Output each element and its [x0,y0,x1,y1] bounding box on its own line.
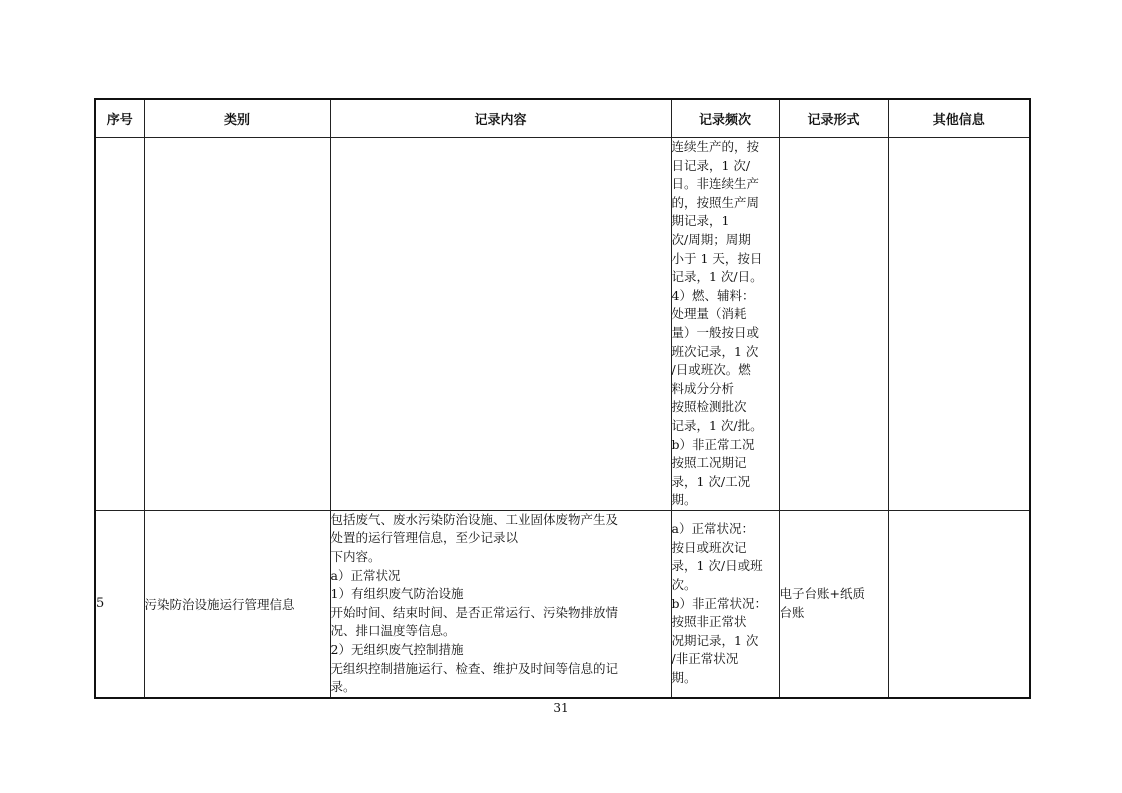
row-category: 污染防治设施运行管理信息 [144,510,330,697]
row-category [144,138,330,511]
table-row [95,138,1030,511]
row-content: 包括废气、废水污染防治设施、工业固体废物产生及 处置的运行管理信息，至少记录以 下内容。 a）正常状况 1）有组织废气防治设施 开始时间、结束时间、是否正常运行、污染物排放情 况、排口温度等信息。 2）无组织废气控制措施 无组织控制措施运行、检查、维护及时间等信息的记 录。 [330,510,671,697]
table-header-row [95,99,1030,138]
row-other [888,510,1030,697]
table-row [95,510,1030,697]
header-content: 记录内容 [330,99,671,138]
row-seq: 5 [95,510,144,697]
row-form [779,138,888,511]
header-form: 记录形式 [779,99,888,138]
row-form: 电子台账+纸质 台账 [779,510,888,697]
row-frequency: 连续生产的，按 日记录，1 次/ 日。非连续生产 的，按照生产周 期记录，1 次/周期；周期 小于 1 天，按日 记录，1 次/日。 4）燃、辅料： 处理量（消耗 量）一般按日或 班次记录，1 次 /日或班次。燃 料成分分析 按照检测批次 记录，1 次/批。 b）非正常工况 按照工况期记 录，1 次/工况 期。 [671,138,779,511]
header-frequency: 记录频次 [671,99,779,138]
row-seq [95,138,144,511]
page-number: 31 [553,701,569,715]
row-frequency: a）正常状况： 按日或班次记 录，1 次/日或班 次。 b）非正常状况： 按照非正常状 况期记录，1 次 /非正常状况 期。 [671,510,779,697]
row-other [888,138,1030,511]
header-category: 类别 [144,99,330,138]
row-content [330,138,671,511]
record-table [94,98,1031,699]
header-seq: 序号 [95,99,144,138]
header-other: 其他信息 [888,99,1030,138]
